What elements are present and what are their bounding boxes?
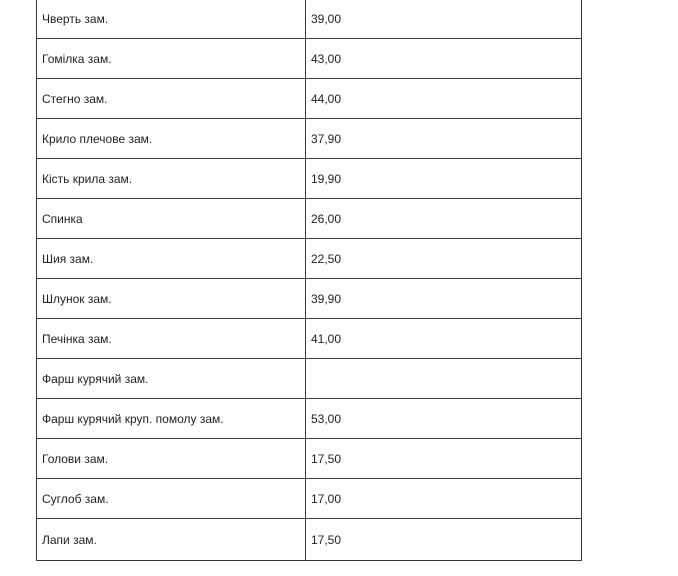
product-name-cell: Кість крила зам.: [37, 159, 306, 199]
product-name-cell: Голови зам.: [37, 439, 306, 479]
product-name-cell: Чверть зам.: [37, 0, 306, 39]
table-row: [37, 439, 582, 479]
table-row: [37, 519, 582, 561]
price-cell: 17,50: [306, 519, 582, 561]
product-name-cell: Шлунок зам.: [37, 279, 306, 319]
table-row: [37, 39, 582, 79]
price-cell: 17,00: [306, 479, 582, 519]
table-row: [37, 319, 582, 359]
table-row: [37, 399, 582, 439]
product-name-cell: Шия зам.: [37, 239, 306, 279]
price-cell: [306, 359, 582, 399]
table-row: [37, 159, 582, 199]
price-cell: 39,00: [306, 0, 582, 39]
table-row: [37, 279, 582, 319]
table-row: [37, 119, 582, 159]
table-row: [37, 199, 582, 239]
price-cell: 53,00: [306, 399, 582, 439]
table-row: [37, 479, 582, 519]
price-cell: 19,90: [306, 159, 582, 199]
table-row: [37, 79, 582, 119]
price-cell: 39,90: [306, 279, 582, 319]
price-cell: 41,00: [306, 319, 582, 359]
price-table: [36, 0, 582, 561]
product-name-cell: Лапи зам.: [37, 519, 306, 561]
table-row: [37, 0, 582, 39]
product-name-cell: Печінка зам.: [37, 319, 306, 359]
product-name-cell: Гомілка зам.: [37, 39, 306, 79]
product-name-cell: Крило плечове зам.: [37, 119, 306, 159]
price-cell: 37,90: [306, 119, 582, 159]
product-name-cell: Стегно зам.: [37, 79, 306, 119]
price-cell: 26,00: [306, 199, 582, 239]
product-name-cell: Спинка: [37, 199, 306, 239]
price-cell: 17,50: [306, 439, 582, 479]
price-cell: 22,50: [306, 239, 582, 279]
product-name-cell: Фарш курячий круп. помолу зам.: [37, 399, 306, 439]
product-name-cell: Фарш курячий зам.: [37, 359, 306, 399]
price-table-body: [37, 0, 582, 561]
product-name-cell: Суглоб зам.: [37, 479, 306, 519]
price-cell: 43,00: [306, 39, 582, 79]
table-row: [37, 239, 582, 279]
table-row: [37, 359, 582, 399]
price-cell: 44,00: [306, 79, 582, 119]
